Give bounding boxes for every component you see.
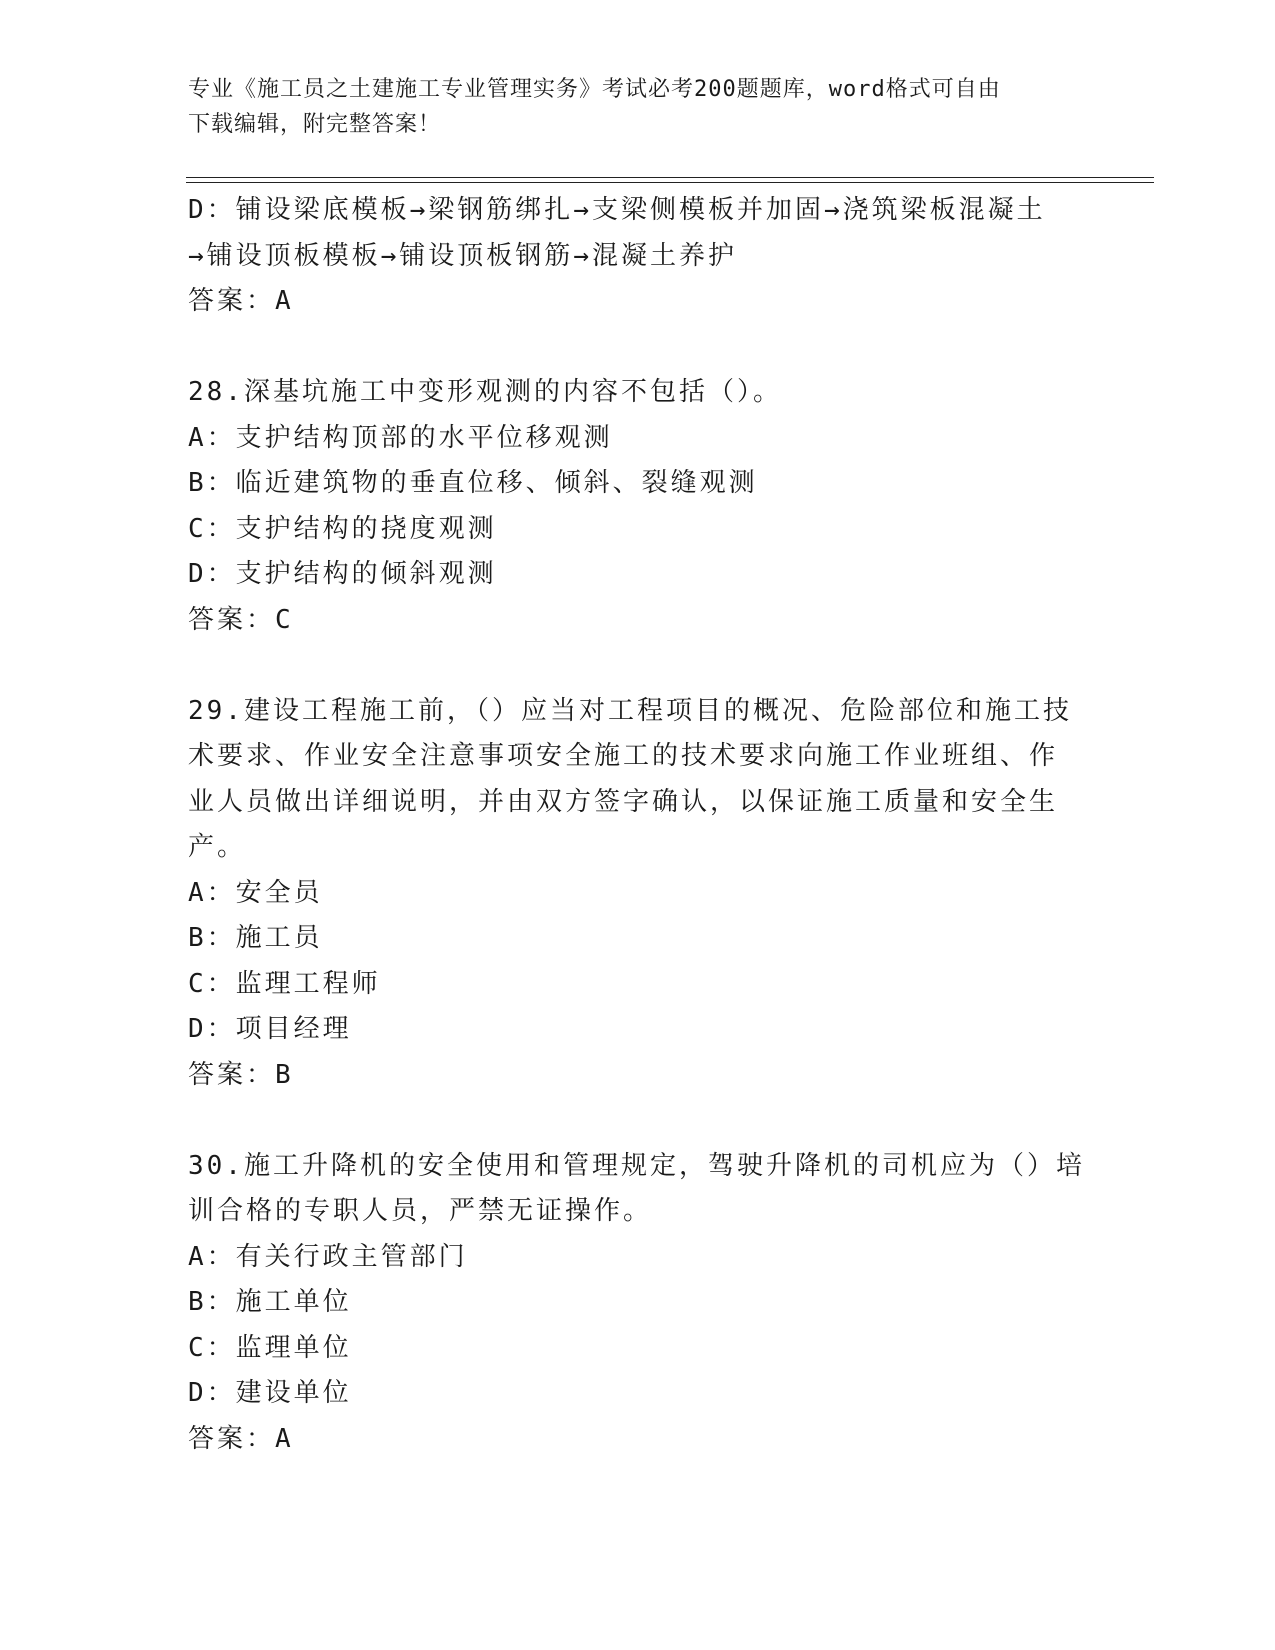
question-stem-line-4: 产。 (188, 832, 247, 862)
question-stem-line-1: 29.建设工程施工前，（）应当对工程项目的概况、危险部位和施工技 (188, 695, 1072, 726)
header-divider-bottom (186, 182, 1154, 183)
answer-line: 答案：A (188, 286, 294, 316)
header-line-1: 专业《施工员之土建施工专业管理实务》考试必考200题题库，word格式可自由 (188, 77, 1001, 102)
question-stem-line-3: 业人员做出详细说明，并由双方签字确认，以保证施工质量和安全生 (188, 786, 1059, 817)
option-b: B：施工单位 (188, 1287, 352, 1317)
header-divider-top (186, 177, 1154, 178)
option-d-line-1: D：铺设梁底模板→梁钢筋绑扎→支梁侧模板并加固→浇筑梁板混凝土 (188, 195, 1046, 225)
option-b: B：临近建筑物的垂直位移、倾斜、裂缝观测 (188, 468, 758, 498)
document-body (188, 188, 1088, 1462)
option-c: C：支护结构的挠度观测 (188, 513, 497, 544)
question-block-30 (188, 1144, 1088, 1463)
answer-line: 答案：B (188, 1059, 294, 1090)
question-stem-line-1: 30.施工升降机的安全使用和管理规定，驾驶升降机的司机应为（）培 (188, 1150, 1085, 1181)
question-block-28 (188, 370, 1088, 643)
question-stem-line-2: 术要求、作业安全注意事项安全施工的技术要求向施工作业班组、作 (188, 741, 1059, 771)
question-block-27-tail (188, 188, 1088, 325)
option-d: D：支护结构的倾斜观测 (188, 559, 497, 589)
option-a: A：有关行政主管部门 (188, 1241, 468, 1272)
option-c: C：监理工程师 (188, 968, 381, 999)
spacer (188, 643, 1088, 689)
option-b: B：施工员 (188, 923, 323, 953)
option-a: A：安全员 (188, 877, 323, 908)
answer-line: 答案：C (188, 604, 294, 635)
option-c: C：监理单位 (188, 1332, 352, 1363)
answer-line: 答案：A (188, 1423, 294, 1454)
option-a: A：支护结构顶部的水平位移观测 (188, 422, 613, 453)
document-header (188, 72, 1068, 142)
option-d: D：项目经理 (188, 1014, 352, 1044)
question-stem-line-2: 训合格的专职人员，严禁无证操作。 (188, 1196, 653, 1226)
question-stem: 28.深基坑施工中变形观测的内容不包括（）。 (188, 377, 782, 407)
option-d: D：建设单位 (188, 1378, 352, 1408)
header-line-2: 下载编辑，附完整答案！ (188, 112, 442, 137)
option-d-line-2: →铺设顶板模板→铺设顶板钢筋→混凝土养护 (188, 240, 737, 271)
spacer (188, 325, 1088, 371)
spacer (188, 1098, 1088, 1144)
question-block-29 (188, 689, 1088, 1099)
